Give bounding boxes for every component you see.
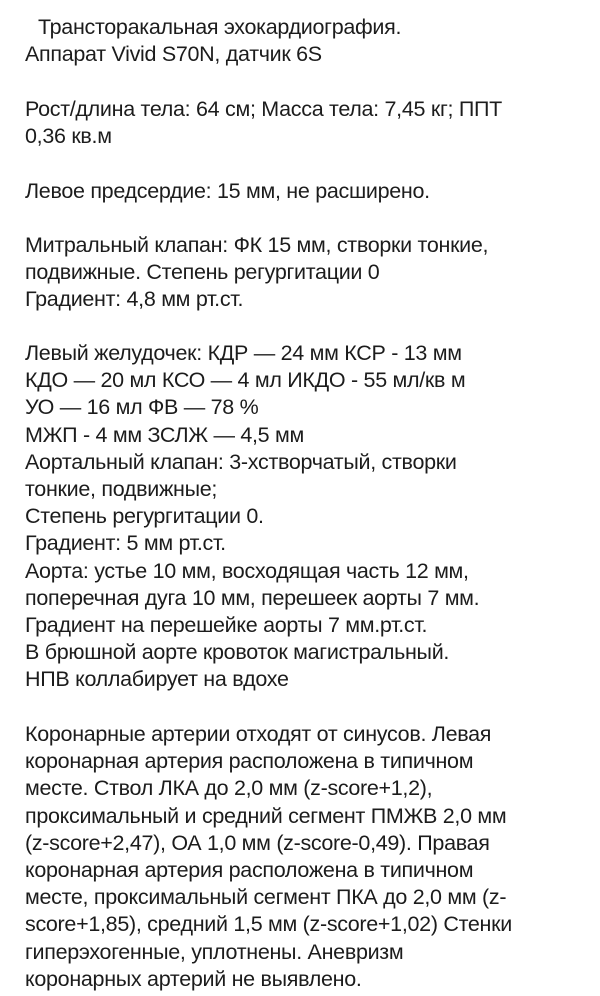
text-line: УО — 16 мл ФВ — 78 % <box>25 395 259 420</box>
paragraph-header <box>25 14 600 68</box>
text-line: поперечная дуга 10 мм, перешеек аорты 7 мм. <box>25 585 480 610</box>
text-line: МЖП - 4 мм ЗСЛЖ — 4,5 мм <box>25 422 304 447</box>
paragraph-left-atrium <box>25 178 600 205</box>
text-line: месте, проксимальный сегмент ПКА до 2,0 мм (z- <box>25 885 507 910</box>
text-line: коронарная артерия расположена в типичном <box>25 749 474 774</box>
text-line: Левый желудочек: КДР — 24 мм КСР - 13 мм <box>25 341 462 365</box>
text-line: Митральный клапан: ФК 15 мм, створки тонкие, <box>25 233 489 257</box>
text-line: коронарная артерия расположена в типичном <box>25 858 474 883</box>
text-line: месте. Ствол ЛКА до 2,0 мм (z-score+1,2), <box>25 776 433 801</box>
text-line: НПВ коллабирует на вдохе <box>25 667 289 692</box>
text-line: Рост/длина тела: 64 см; Масса тела: 7,45 кг; ППТ <box>25 97 502 121</box>
text-line: Аорта: устье 10 мм, восходящая часть 12 мм, <box>25 558 469 583</box>
text-line: Коронарные артерии отходят от синусов. Левая <box>25 722 492 746</box>
text-line: подвижные. Степень регургитации 0 <box>25 260 380 285</box>
text-line: Градиент: 4,8 мм рт.ст. <box>25 287 244 312</box>
text-line: Градиент на перешейке аорты 7 мм.рт.ст. <box>25 613 428 638</box>
text-line: В брюшной аорте кровоток магистральный. <box>25 640 450 665</box>
paragraph-mitral-valve <box>25 232 600 314</box>
text-line: коронарных артерий не выявлено. <box>25 966 362 991</box>
text-line: Аппарат Vivid S70N, датчик 6S <box>25 42 322 67</box>
paragraph-coronary-arteries <box>25 721 600 993</box>
text-line: проксимальный и средний сегмент ПМЖВ 2,0 мм <box>25 803 507 828</box>
text-line: (z-score+2,47), ОА 1,0 мм (z-score-0,49). Правая <box>25 830 490 855</box>
text-line: гиперэхогенные, уплотнены. Аневризм <box>25 939 404 964</box>
text-line: Градиент: 5 мм рт.ст. <box>25 531 226 556</box>
text-line: КДО — 20 мл КСО — 4 мл ИКДО - 55 мл/кв м <box>25 368 466 393</box>
text-line: тонкие, подвижные; <box>25 477 218 502</box>
text-line: 0,36 кв.м <box>25 124 112 149</box>
paragraph-left-ventricle-aorta <box>25 340 600 694</box>
text-line: score+1,85), средний 1,5 мм (z-score+1,02) Стенки <box>25 912 512 937</box>
paragraph-body-metrics <box>25 96 600 150</box>
text-line: Аортальный клапан: 3-хстворчатый, створки <box>25 449 457 474</box>
text-line: Трансторакальная эхокардиография. <box>38 15 402 39</box>
text-line: Левое предсердие: 15 мм, не расширено. <box>25 179 430 203</box>
text-line: Степень регургитации 0. <box>25 504 264 529</box>
